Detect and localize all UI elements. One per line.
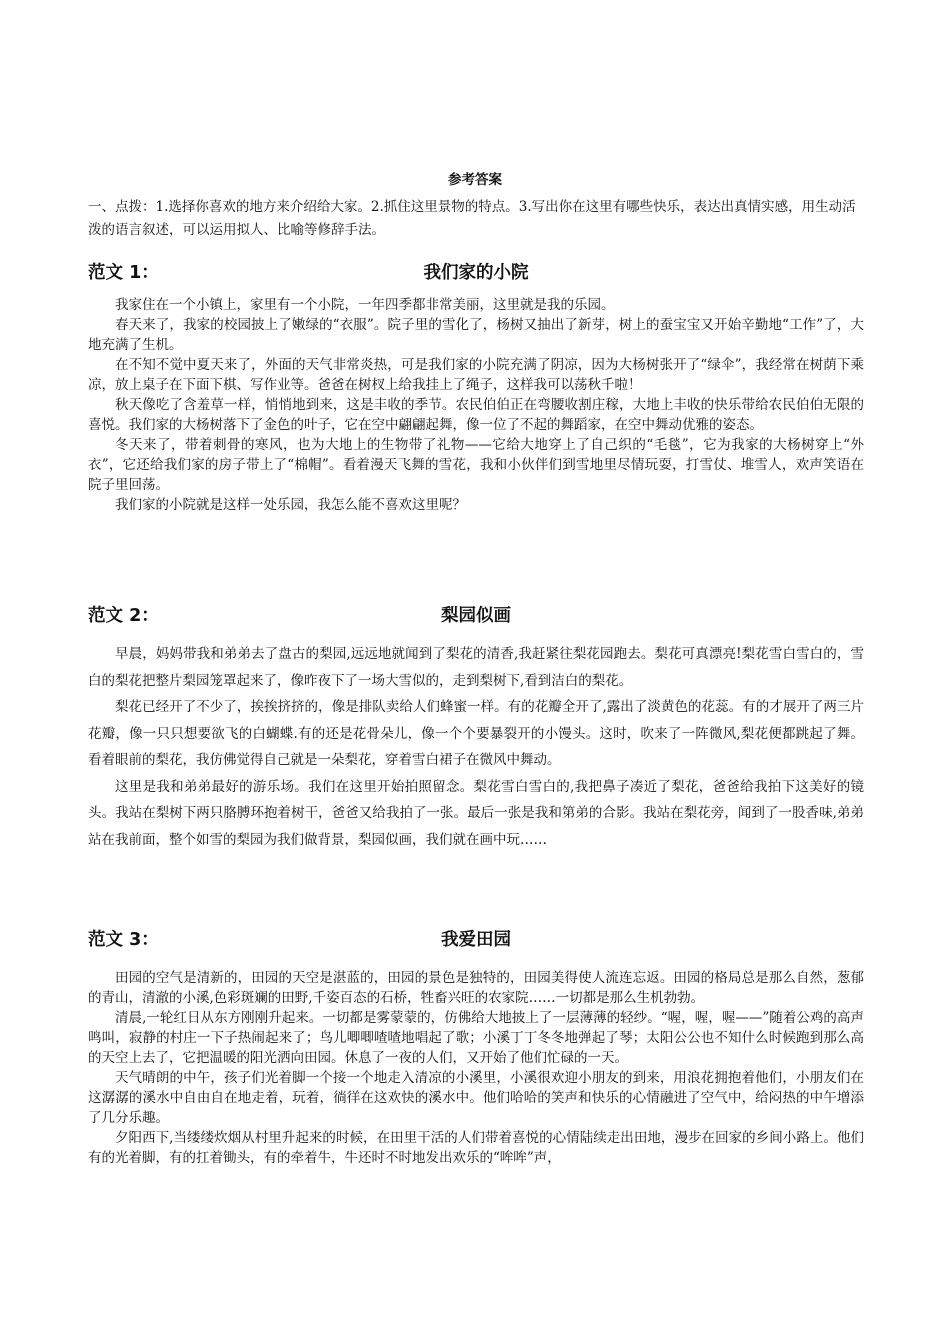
essay-2-paragraph: 这里是我和弟弟最好的游乐场。我们在这里开始拍照留念。梨花雪白雪白的,我把鼻子凑近了梨花，爸爸给我拍下这美好的镜头。我站在梨树下两只胳膊环抱着树干，爸爸又给我拍了一张。最后一张是我和第弟的合影。我站在梨花旁，闻到了一股香味,弟弟站在我前面，整个如雪的梨园为我们做背景，梨园似画，我们就在画中玩…… xyxy=(88,778,864,848)
essay-3-title: 我爱田园 xyxy=(441,930,511,950)
essay-3-paragraph: 夕阳西下,当缕缕炊烟从村里升起来的时候，在田里干活的人们带着喜悦的心情陆续走出田地，漫步在回家的乡间小路上。他们有的光着脚，有的扛着锄头，有的牵着牛，牛还时不时地发出欢乐的“哞哞”声， xyxy=(88,1130,864,1166)
essay-1-title: 我们家的小院 xyxy=(423,263,529,283)
essay-3-body xyxy=(88,968,864,1168)
essay-3-paragraph: 田园的空气是清新的，田园的天空是湛蓝的，田园的景色是独特的，田园美得使人流连忘返。田园的格局总是那么自然，葱郁的青山，清澈的小溪,色彩斑斓的田野,千姿百态的石桥，牲畜兴旺的农家院……一切都是那么生机勃勃。 xyxy=(88,970,864,1006)
essay-2-paragraph: 早晨，妈妈带我和弟弟去了盘古的梨园,远远地就闻到了梨花的清香,我赶紧往梨花园跑去。梨花可真漂亮!梨花雪白雪白的，雪白的梨花把整片梨园笼罩起来了，像昨夜下了一场大雪似的，走到梨树下,看到洁白的梨花。 xyxy=(88,646,864,689)
essay-2-title: 梨园似画 xyxy=(441,606,511,626)
essay-1-paragraph: 冬天来了，带着刺骨的寒风，也为大地上的生物带了礼物——它给大地穿上了自己织的“毛毯”，它为我家的大杨树穿上“外衣”，它还给我们家的房子带上了“棉帽”。看着漫天飞舞的雪花，我和小伙伴们到雪地里尽情玩耍，打雪仗、堆雪人，欢声笑语在院子里回荡。 xyxy=(88,437,864,493)
essay-3-header xyxy=(88,926,864,956)
answer-title: 参考答案 xyxy=(448,172,502,188)
essay-1-paragraph: 春天来了，我家的校园披上了嫩绿的“衣服”。院子里的雪化了，杨树又抽出了新芽，树上的蚕宝宝又开始辛勤地“工作”了，大地充满了生机。 xyxy=(88,317,864,353)
essay-1-header xyxy=(88,259,864,289)
essay-1-label: 范文 1： xyxy=(88,263,159,283)
essay-2-paragraph: 梨花已经开了不少了，挨挨挤挤的，像是排队卖给人们蜂蜜一样。有的花瓣全开了,露出了淡黄色的花蕊。有的才展开了两三片花瓣，像一只只想要欲飞的白蝴蝶.有的还是花骨朵儿，像一个个要暴裂开的小馒头。这时，吹来了一阵微风,梨花便都跳起了舞。看着眼前的梨花，我仿佛觉得自己就是一朵梨花，穿着雪白裙子在微风中舞动。 xyxy=(88,699,864,768)
essay-1-paragraph: 我家住在一个小镇上，家里有一个小院，一年四季都非常美丽，这里就是我的乐园。 xyxy=(115,297,615,313)
essay-3-label: 范文 3： xyxy=(88,930,159,950)
essay-1-body xyxy=(88,295,864,515)
essay-3-paragraph: 天气晴朗的中午，孩子们光着脚一个接一个地走入清凉的小溪里，小溪很欢迎小朋友的到来，用浪花拥抱着他们，小朋友们在这潺潺的溪水中自由自在地走着，玩着，徜徉在这欢快的溪水中。他们哈哈的笑声和快乐的心情融进了空气中，给闷热的中午增添了几分乐趣。 xyxy=(88,1070,864,1126)
essay-2-header xyxy=(88,602,864,632)
essay-2-body xyxy=(88,641,864,853)
essay-1-paragraph: 我们家的小院就是这样一处乐园，我怎么能不喜欢这里呢？ xyxy=(115,497,466,513)
essay-2-label: 范文 2： xyxy=(88,606,159,626)
essay-3-paragraph: 清晨,一轮红日从东方刚刚升起来。一切都是雾蒙蒙的，仿佛给大地披上了一层薄薄的轻纱。“喔，喔，喔——”随着公鸡的高声鸣叫，寂静的村庄一下子热闹起来了；鸟儿唧唧喳喳地唱起了歌；小溪丁丁冬冬地弹起了琴；太阳公公也不知什么时候跑到那么高的天空上去了，它把温暖的阳光洒向田园。休息了一夜的人们，又开始了他们忙碌的一天。 xyxy=(88,1010,864,1066)
hint-paragraph: 一、点拨：1.选择你喜欢的地方来介绍给大家。2.抓住这里景物的特点。3.写出你在这里有哪些快乐，表达出真情实感，用生动活泼的语言叙述，可以运用拟人、比喻等修辞手法。 xyxy=(88,199,856,238)
essay-1-paragraph: 在不知不觉中夏天来了，外面的天气非常炎热，可是我们家的小院充满了阴凉，因为大杨树张开了“绿伞”，我经常在树荫下乘凉，放上桌子在下面下棋、写作业等。爸爸在树杈上给我挂上了绳子，这样我可以荡秋千啦！ xyxy=(88,357,864,393)
essay-1-paragraph: 秋天像吃了含羞草一样，悄悄地到来，这是丰收的季节。农民伯伯正在弯腰收割庄稼，大地上丰收的快乐带给农民伯伯无限的喜悦。我们家的大杨树落下了金色的叶子，它在空中翩翩起舞，像一位了不起的舞蹈家，在空中舞动优雅的姿态。 xyxy=(88,397,864,433)
